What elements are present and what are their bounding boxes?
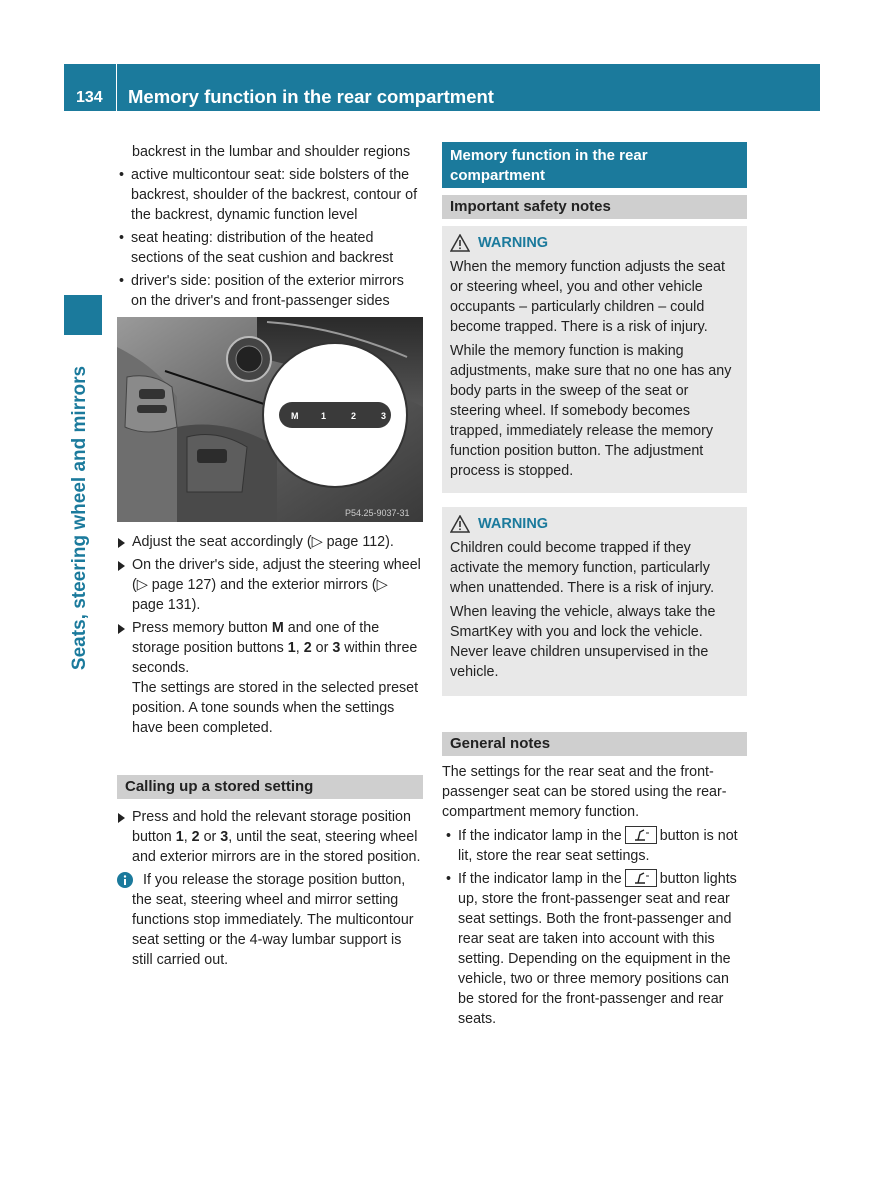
left-column (117, 142, 423, 970)
warning-label: WARNING (478, 516, 549, 532)
info-note: If you release the storage position button, the seat, steering wheel and mirror setting functions stop immediately. The multicontour seat setting or the 4-way lumbar support is still carried out. (117, 870, 423, 970)
section-title: Memory function in the rear compartment (442, 142, 747, 188)
seat-button-icon (625, 869, 657, 887)
section-heading: Calling up a stored setting (117, 775, 423, 799)
memory-button-2: 2 (351, 411, 357, 421)
step-item: Press and hold the relevant storage position button 1, 2 or 3, until the seat, steering wheel and exterior mirrors are in the stored position. (117, 807, 423, 867)
list-item: • If the indicator lamp in the button is not lit, store the rear seat settings. (446, 828, 738, 864)
section-heading: Important safety notes (442, 195, 747, 219)
warning-triangle-icon (450, 234, 470, 252)
step-result: The settings are stored in the selected preset position. A tone sounds when the settings have been completed. (132, 680, 419, 736)
memory-button-m: M (291, 411, 299, 421)
warning-label: WARNING (478, 235, 549, 251)
page-title: Memory function in the rear compartment (128, 86, 494, 107)
step-item: Press memory button M and one of the storage position buttons 1, 2 or 3 within three seconds. The settings are stored in the selected preset position. A tone sounds when the settings have been completed. (117, 618, 423, 738)
door-panel-image (117, 317, 423, 522)
list-item: • active multicontour seat: side bolsters of the backrest, shoulder of the backrest, contour of the backrest, dynamic function level (119, 167, 418, 223)
warning-box: WARNING Children could become trapped if they activate the memory function, particularly when unattended. There is a risk of injury. When leaving the vehicle, always take the SmartKey with you and lock the vehicle. Never leave children unsupervised in the vehicle. (442, 507, 747, 696)
image-code: P54.25-9037-31 (345, 508, 410, 518)
step-item: On the driver's side, adjust the steering wheel (▷ page 127) and the exterior mirrors (▷ page 131). (117, 555, 423, 615)
chapter-tab (64, 295, 102, 335)
chapter-label: Seats, steering wheel and mirrors (69, 365, 90, 671)
step-item: Adjust the seat accordingly (▷ page 112). (117, 532, 423, 552)
page-number: 134 (76, 89, 103, 106)
general-text: The settings for the rear seat and the front-passenger seat can be stored using the rear-compartment memory function. (442, 764, 727, 820)
header-divider (116, 64, 117, 111)
warning-triangle-icon (450, 515, 470, 533)
memory-button-3: 3 (381, 411, 387, 421)
section-heading: General notes (442, 732, 747, 756)
list-item: • driver's side: position of the exterior mirrors on the driver's and front-passenger sides (119, 273, 404, 309)
right-column (442, 142, 747, 1032)
memory-button-1: 1 (321, 411, 327, 421)
list-item: • If the indicator lamp in the button lights up, store the front-passenger seat and rear seat settings. Both the front-passenger and rear seat are taken into account with this setting. Depending on the equipment in the vehicle, two or three memory positions can be stored for the front-passenger and rear seats. (446, 871, 737, 1027)
page-header (64, 64, 820, 111)
seat-button-icon (625, 826, 657, 844)
continued-text: backrest in the lumbar and shoulder regions (132, 144, 411, 160)
warning-box: WARNING When the memory function adjusts the seat or steering wheel, you and other vehicle occupants – particularly children – could become trapped. There is a risk of injury. While the memory function is making adjustments, make sure that no one has any body parts in the sweep of the seat or steering wheel. If somebody becomes trapped, immediately release the memory function position button. The adjustment process is stopped. (442, 226, 747, 493)
list-item: • seat heating: distribution of the heated sections of the seat cushion and backrest (119, 230, 394, 266)
info-icon (117, 872, 133, 894)
